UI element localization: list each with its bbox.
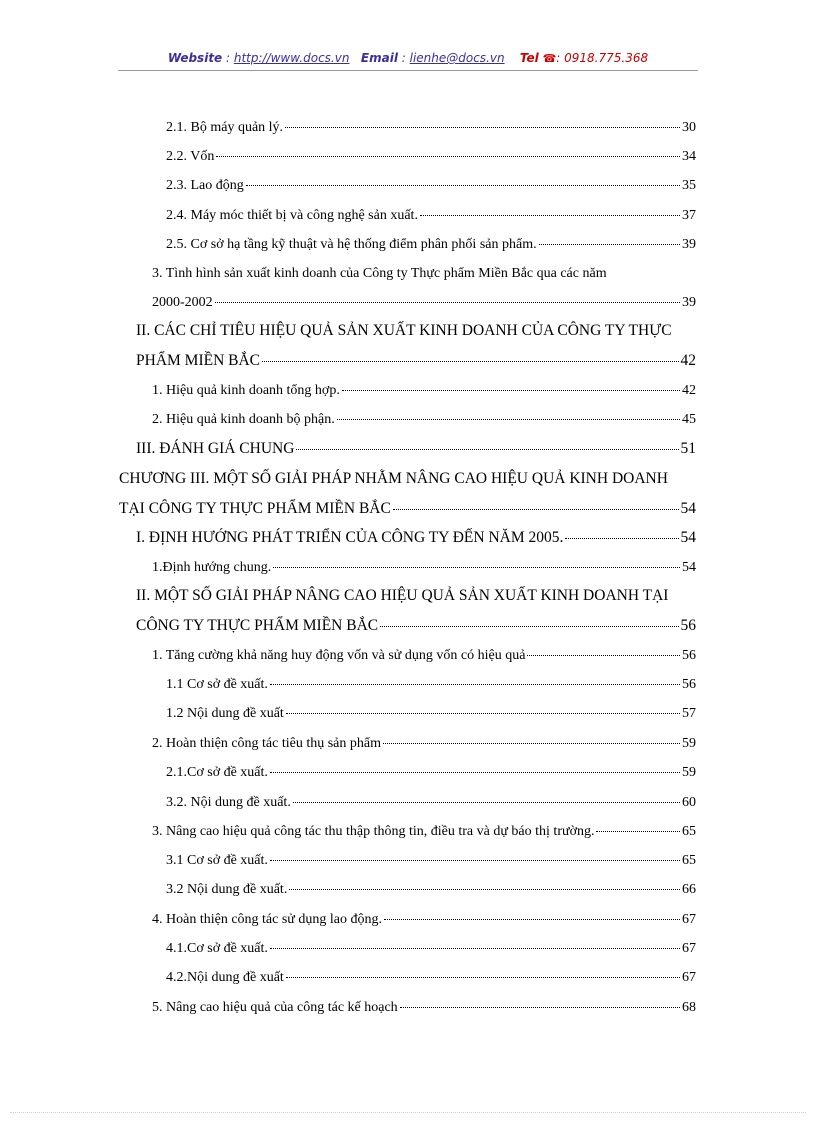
toc-entry-page: 65 [682, 853, 696, 868]
toc-leader [539, 244, 680, 245]
email-label: Email [360, 51, 398, 65]
toc-entry-page: 35 [682, 178, 696, 193]
toc-entry-page: 39 [682, 237, 696, 252]
toc-leader [342, 390, 680, 391]
toc-entry-page: 39 [682, 295, 696, 310]
phone-icon: ☎ [542, 52, 557, 65]
toc-entry-page: 54 [682, 560, 696, 575]
toc-leader [337, 419, 680, 420]
toc-entry[interactable] [166, 236, 696, 254]
toc-section-title-cont: PHẨM MIỀN BẮC [136, 352, 261, 369]
toc-leader [293, 802, 680, 803]
toc-entry-title: 2.5. Cơ sở hạ tầng kỹ thuật và hệ thống điểm phân phối sản phẩm. [166, 237, 537, 252]
toc-entry-page: 67 [682, 970, 696, 985]
toc-leader [565, 538, 678, 539]
toc-leader [380, 626, 678, 627]
toc-section-line1[interactable] [136, 587, 696, 605]
toc-section-title: I. ĐỊNH HƯỚNG PHÁT TRIỂN CỦA CÔNG TY ĐẾN NĂM 2005. [136, 529, 564, 546]
toc-leader [270, 860, 680, 861]
toc-entry-title: 5. Nâng cao hiệu quả của công tác kế hoạch [152, 1000, 398, 1015]
toc-leader [215, 302, 680, 303]
toc-leader [285, 127, 680, 128]
toc-entry-page: 65 [682, 824, 696, 839]
toc-leader [270, 948, 680, 949]
toc-leader [262, 361, 678, 362]
toc-entry-page: 60 [682, 795, 696, 810]
toc-leader [273, 567, 680, 568]
toc-leader [270, 684, 680, 685]
toc-entry-title: 1.1 Cơ sở đề xuất. [166, 677, 268, 692]
tel-colon: : [556, 51, 565, 65]
toc-entry-title: 3.1 Cơ sở đề xuất. [166, 853, 268, 868]
toc-entry-page: 67 [682, 941, 696, 956]
toc-entry-title: 2.2. Vốn [166, 149, 215, 164]
tel-label: Tel [519, 51, 539, 65]
toc-leader [286, 713, 680, 714]
toc-entry-page: 57 [682, 706, 696, 721]
toc-entry-title: 2. Hiệu quả kinh doanh bộ phận. [152, 412, 335, 427]
toc-entry[interactable] [152, 911, 696, 929]
toc-section[interactable] [136, 529, 696, 547]
toc-entry-title: 4.2.Nội dung đề xuất [166, 970, 284, 985]
toc-entry-page: 30 [682, 120, 696, 135]
email-link[interactable]: lienhe@docs.vn [409, 51, 505, 65]
toc-entry[interactable] [152, 999, 696, 1017]
toc-chapter-title: CHƯƠNG III. MỘT SỐ GIẢI PHÁP NHẰM NÂNG CAO HIỆU QUẢ KINH DOANH [119, 470, 668, 487]
toc-entry-page: 54 [680, 500, 696, 517]
toc-entry-title: 2.4. Máy móc thiết bị và công nghệ sản xuất. [166, 208, 418, 223]
toc-entry-title: 1. Tăng cường khả năng huy động vốn và sử dụng vốn có hiệu quả [152, 648, 526, 663]
toc-entry-title: 2.1.Cơ sở đề xuất. [166, 765, 268, 780]
toc-entry-title: 1. Hiệu quả kinh doanh tổng hợp. [152, 383, 340, 398]
toc-entry-title: 2.3. Lao động [166, 178, 244, 193]
toc-entry-title: 2.1. Bộ máy quản lý. [166, 120, 284, 135]
toc-entry-page: 59 [682, 736, 696, 751]
email-colon: : [397, 51, 410, 65]
toc-entry[interactable] [152, 823, 696, 841]
toc-leader [384, 919, 680, 920]
toc-entry[interactable] [166, 119, 696, 137]
toc-entry-title: 1.Định hướng chung. [152, 560, 272, 575]
toc-entry[interactable] [166, 764, 696, 782]
website-colon: : [222, 51, 234, 65]
page-bottom-border [10, 1112, 806, 1113]
toc-leader [383, 743, 680, 744]
toc-entry[interactable] [152, 559, 696, 577]
toc-entry-title: 1.2 Nội dung đề xuất [166, 706, 284, 721]
toc-entry-page: 51 [680, 440, 696, 457]
toc-entry-page: 54 [680, 529, 696, 546]
toc-entry-page: 66 [682, 882, 696, 897]
toc-leader [527, 655, 680, 656]
toc-leader [400, 1007, 680, 1008]
toc-leader [286, 977, 680, 978]
toc-entry-page: 42 [682, 383, 696, 398]
toc-entry[interactable] [166, 852, 696, 870]
toc-entry-page: 56 [682, 677, 696, 692]
toc-leader [216, 156, 680, 157]
toc-entry-title: 3.2 Nội dung đề xuất. [166, 882, 288, 897]
toc-entry-title: 2. Hoàn thiện công tác tiêu thụ sản phẩm [152, 736, 381, 751]
toc-entry[interactable] [166, 705, 696, 723]
toc-section[interactable] [136, 440, 696, 458]
toc-entry[interactable] [166, 940, 696, 958]
toc-section-title-cont: CÔNG TY THỰC PHẨM MIỀN BẮC [136, 617, 379, 634]
toc-entry[interactable] [166, 794, 696, 812]
tel-value: 0918.775.368 [564, 51, 649, 65]
toc-chapter[interactable] [119, 500, 696, 518]
toc-entry-title: 3.2. Nội dung đề xuất. [166, 795, 291, 810]
website-label: Website [167, 51, 223, 65]
toc-entry-title: 4.1.Cơ sở đề xuất. [166, 941, 268, 956]
toc-leader [596, 831, 680, 832]
toc-leader [393, 509, 679, 510]
toc-section-title: III. ĐÁNH GIÁ CHUNG [136, 440, 295, 457]
website-link[interactable]: http://www.docs.vn [233, 51, 350, 65]
toc-entry[interactable] [152, 647, 696, 665]
toc-chapter-title-cont: TẠI CÔNG TY THỰC PHẨM MIỀN BẮC [119, 500, 391, 517]
toc-entry[interactable] [166, 148, 696, 166]
toc-entry-title: 3. Nâng cao hiệu quả công tác thu thập thông tin, điều tra và dự báo thị trường. [152, 824, 595, 839]
toc-entry-page: 56 [680, 617, 696, 634]
toc-section[interactable] [136, 352, 696, 370]
toc-entry[interactable] [166, 881, 696, 899]
toc-entry-page: 45 [682, 412, 696, 427]
toc-leader [420, 215, 680, 216]
toc-leader [296, 449, 678, 450]
toc-chapter-line1[interactable] [119, 470, 696, 488]
toc-entry-title: 4. Hoàn thiện công tác sử dụng lao động. [152, 912, 382, 927]
toc-entry-page: 34 [682, 149, 696, 164]
toc-entry[interactable] [152, 735, 696, 753]
toc-entry[interactable] [152, 294, 696, 312]
toc-entry-page: 37 [682, 208, 696, 223]
toc-entry-page: 42 [680, 352, 696, 369]
toc-leader [270, 772, 680, 773]
toc-entry[interactable] [166, 969, 696, 987]
toc-section-title: II. MỘT SỐ GIẢI PHÁP NÂNG CAO HIỆU QUẢ SẢN XUẤT KINH DOANH TẠI [136, 587, 669, 604]
toc-entry[interactable] [166, 177, 696, 195]
toc-entry-title-cont: 2000-2002 [152, 295, 213, 310]
toc-entry[interactable] [152, 382, 696, 400]
toc-leader [246, 185, 680, 186]
toc-entry-page: 67 [682, 912, 696, 927]
toc-entry[interactable] [166, 676, 696, 694]
toc-leader [289, 889, 680, 890]
toc-entry-page: 56 [682, 648, 696, 663]
toc-section-line1[interactable] [136, 322, 696, 340]
toc-section[interactable] [136, 617, 696, 635]
toc-entry-page: 59 [682, 765, 696, 780]
toc-entry-line1[interactable] [152, 265, 682, 283]
toc-entry-page: 68 [682, 1000, 696, 1015]
toc-section-title: II. CÁC CHỈ TIÊU HIỆU QUẢ SẢN XUẤT KINH DOANH CỦA CÔNG TY THỰC [136, 322, 672, 339]
toc-entry[interactable] [152, 411, 696, 429]
toc-entry[interactable] [166, 207, 696, 225]
toc-entry-title: 3. Tình hình sản xuất kinh doanh của Công ty Thực phẩm Miền Bắc qua các năm [152, 266, 607, 281]
